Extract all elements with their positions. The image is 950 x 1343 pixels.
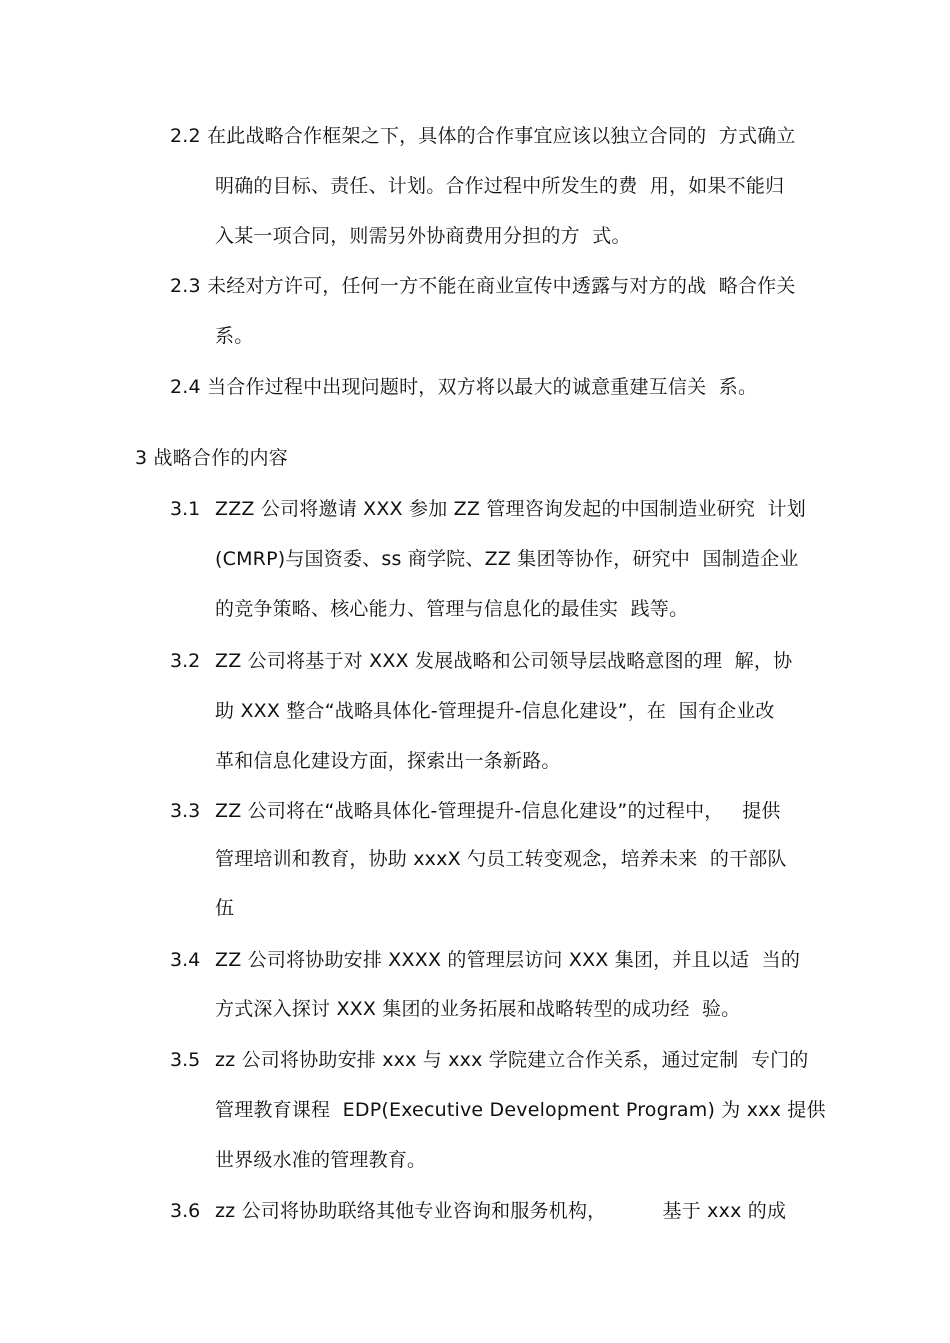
clause-3-3-line-3: 伍	[215, 897, 235, 919]
clause-3-5-line-3: 世界级水准的管理教育。	[215, 1149, 427, 1171]
clause-3-2-line-3: 革和信息化建设方面，探索出一条新路。	[215, 750, 561, 772]
clause-2-2-line-2: 明确的目标、责任、计划。合作过程中所发生的费 用，如果不能归	[215, 175, 785, 197]
section-heading: 3 战略合作的内容	[135, 447, 288, 469]
clause-3-4-line-2: 方式深入探讨 XXX 集团的业务拓展和战略转型的成功经 验。	[215, 998, 741, 1020]
clause-2-2-line-1	[170, 124, 796, 148]
clause-3-1-line-3: 的竞争策略、核心能力、管理与信息化的最佳实 践等。	[215, 598, 689, 620]
clause-3-5-line-2: 管理教育课程 EDP(Executive Development Program) 为 xxx 提供	[215, 1099, 826, 1121]
clause-text: 在此战略合作框架之下，具体的合作事宜应该以独立合同的 方式确立	[207, 125, 796, 147]
clause-number: 3.2	[170, 650, 201, 672]
clause-number: 3.4	[170, 949, 201, 971]
clause-text: 未经对方许可，任何一方不能在商业宣传中透露与对方的战 略合作关	[207, 275, 796, 297]
clause-2-2-line-3: 入某一项合同，则需另外协商费用分担的方 式。	[215, 225, 631, 247]
clause-3-3-line-1: ZZ 公司将在“战略具体化-管理提升-信息化建设”的过程中， 提供	[215, 800, 781, 822]
clause-number: 2.2	[170, 125, 201, 147]
clause-3-6-line-1: zz 公司将协助联络其他专业咨询和服务机构， 基于 xxx 的成	[215, 1200, 787, 1222]
clause-number: 3.6	[170, 1200, 201, 1222]
clause-3-2-line-1: ZZ 公司将基于对 XXX 发展战略和公司领导层战略意图的理 解，协	[215, 650, 793, 672]
clause-number: 3.1	[170, 498, 201, 520]
clause-3-1-line-1: ZZZ 公司将邀请 XXX 参加 ZZ 管理咨询发起的中国制造业研究 计划	[215, 498, 807, 520]
clause-number: 2.3	[170, 275, 201, 297]
clause-text: 当合作过程中出现问题时，双方将以最大的诚意重建互信关 系。	[207, 376, 758, 398]
clause-3-4-line-1: ZZ 公司将协助安排 XXXX 的管理层访问 XXX 集团，并且以适 当的	[215, 949, 801, 971]
clause-number: 3.5	[170, 1049, 201, 1071]
clause-number: 2.4	[170, 376, 201, 398]
clause-2-3-line-1	[170, 274, 796, 298]
clause-2-4-line-1	[170, 375, 757, 399]
clause-3-3-line-2: 管理培训和教育，协助 xxxX 勺员工转变观念，培养未来 的干部队	[215, 848, 787, 870]
clause-3-5-line-1: zz 公司将协助安排 xxx 与 xxx 学院建立合作关系，通过定制 专门的	[215, 1049, 809, 1071]
clause-number: 3.3	[170, 800, 201, 822]
clause-3-2-line-2: 助 XXX 整合“战略具体化-管理提升-信息化建设”，在 国有企业改	[215, 700, 775, 722]
clause-3-1-line-2: (CMRP)与国资委、ss 商学院、ZZ 集团等协作，研究中 国制造企业	[215, 548, 799, 570]
clause-2-3-line-2: 系。	[215, 325, 254, 347]
